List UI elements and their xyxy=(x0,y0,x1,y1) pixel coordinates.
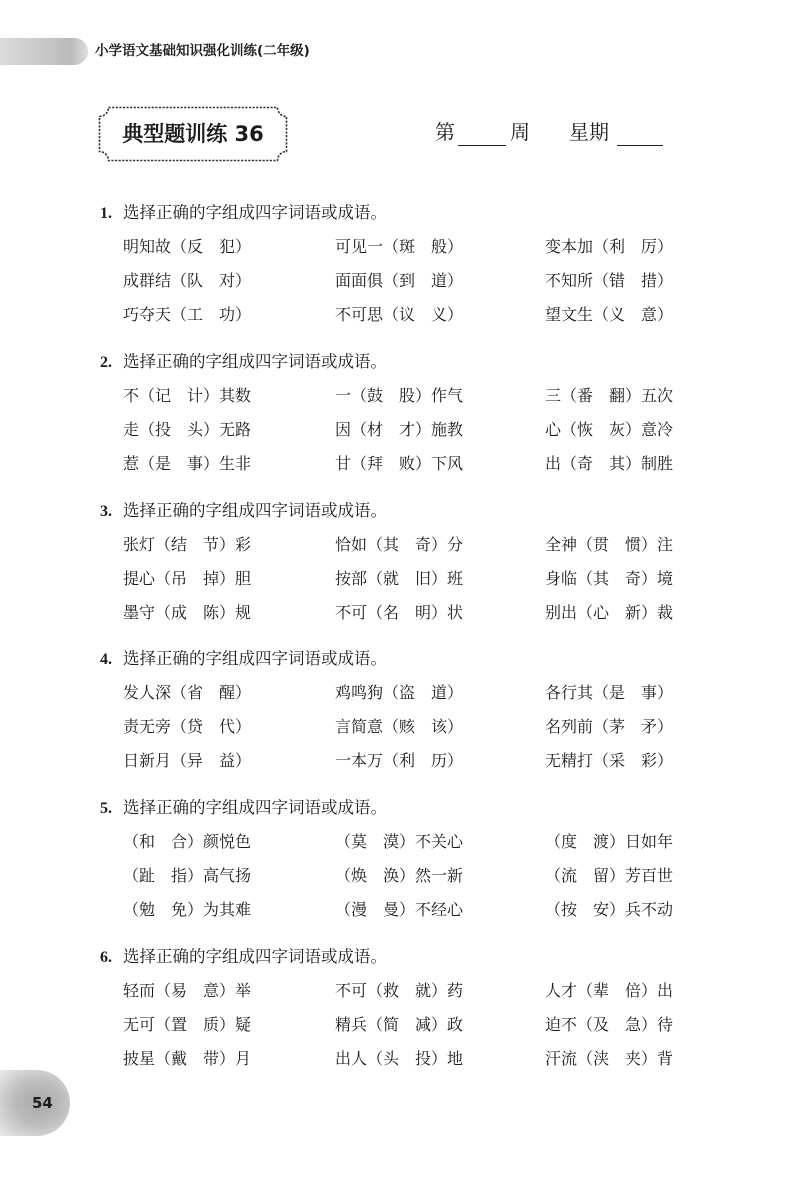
idiom-item: （流 留）芳百世 xyxy=(545,866,674,885)
idiom-item: 变本加（利 厉） xyxy=(545,237,674,256)
idiom-item: 轻而（易 意）举 xyxy=(123,981,252,1000)
idiom-item: （度 渡）日如年 xyxy=(545,832,674,851)
idiom-item: 不可思（议 义） xyxy=(335,305,464,324)
page-number-tab xyxy=(0,1070,70,1136)
idiom-item: 无可（置 质）疑 xyxy=(123,1015,252,1034)
idiom-item: 惹（是 事）生非 xyxy=(123,454,252,473)
idiom-grid xyxy=(123,230,800,332)
idiom-item: 出（奇 其）制胜 xyxy=(545,454,674,473)
idiom-item: 言简意（赅 该） xyxy=(335,717,464,736)
question-heading xyxy=(0,940,800,974)
idiom-item: 张灯（结 节）彩 xyxy=(123,535,252,554)
question-5 xyxy=(0,791,800,927)
page-number: 54 xyxy=(32,1094,53,1112)
idiom-item: 可见一（斑 般） xyxy=(335,237,464,256)
question-heading xyxy=(0,196,800,230)
idiom-item: 不可（名 明）状 xyxy=(335,603,464,622)
idiom-item: 全神（贯 惯）注 xyxy=(545,535,674,554)
idiom-item: 各行其（是 事） xyxy=(545,683,674,702)
week-prefix-label: 第 xyxy=(435,120,455,144)
question-heading xyxy=(0,642,800,676)
idiom-item: 墨守（成 陈）规 xyxy=(123,603,252,622)
idiom-item: 一本万（利 历） xyxy=(335,751,464,770)
weekday-label: 星期 xyxy=(569,120,609,144)
idiom-item: 三（番 翻）五次 xyxy=(545,386,674,405)
idiom-grid xyxy=(123,676,800,778)
idiom-item: 恰如（其 奇）分 xyxy=(335,535,464,554)
question-prompt: 选择正确的字组成四字词语或成语。 xyxy=(123,798,387,817)
idiom-item: 别出（心 新）裁 xyxy=(545,603,674,622)
question-2 xyxy=(0,345,800,481)
idiom-item: 按部（就 旧）班 xyxy=(335,569,464,588)
idiom-item: 日新月（异 益） xyxy=(123,751,252,770)
idiom-item: （勉 免）为其难 xyxy=(123,900,252,919)
idiom-item: 望文生（义 意） xyxy=(545,305,674,324)
idiom-item: 走（投 头）无路 xyxy=(123,420,252,439)
lesson-title-box xyxy=(98,106,288,162)
question-heading xyxy=(0,791,800,825)
idiom-item: （趾 指）高气扬 xyxy=(123,866,252,885)
idiom-grid xyxy=(123,974,800,1076)
idiom-item: 出人（头 投）地 xyxy=(335,1049,464,1068)
idiom-item: 汗流（浃 夹）背 xyxy=(545,1049,674,1068)
idiom-item: （和 合）颜悦色 xyxy=(123,832,252,851)
idiom-item: （焕 涣）然一新 xyxy=(335,866,464,885)
week-suffix-label: 周 xyxy=(510,120,530,144)
question-number: 1. xyxy=(100,205,112,222)
idiom-item: 责无旁（贷 代） xyxy=(123,717,252,736)
idiom-item: 无精打（采 彩） xyxy=(545,751,674,770)
idiom-item: 披星（戴 带）月 xyxy=(123,1049,252,1068)
idiom-item: 心（恢 灰）意冷 xyxy=(545,420,674,439)
idiom-grid xyxy=(123,528,800,630)
idiom-grid xyxy=(123,825,800,927)
week-blank-line xyxy=(458,145,506,146)
header-decoration-bar xyxy=(0,38,88,65)
question-number: 5. xyxy=(100,800,112,817)
question-prompt: 选择正确的字组成四字词语或成语。 xyxy=(123,501,387,520)
idiom-item: 因（材 才）施教 xyxy=(335,420,464,439)
idiom-item: 不知所（错 措） xyxy=(545,271,674,290)
idiom-item: 身临（其 奇）境 xyxy=(545,569,674,588)
question-3 xyxy=(0,494,800,630)
question-prompt: 选择正确的字组成四字词语或成语。 xyxy=(123,947,387,966)
question-1 xyxy=(0,196,800,332)
question-heading xyxy=(0,494,800,528)
question-heading xyxy=(0,345,800,379)
idiom-item: 名列前（茅 矛） xyxy=(545,717,674,736)
idiom-item: 迫不（及 急）待 xyxy=(545,1015,674,1034)
idiom-grid xyxy=(123,379,800,481)
idiom-item: （漫 曼）不经心 xyxy=(335,900,464,919)
question-6 xyxy=(0,940,800,1076)
idiom-item: （莫 漠）不关心 xyxy=(335,832,464,851)
idiom-item: （按 安）兵不动 xyxy=(545,900,674,919)
question-number: 4. xyxy=(100,651,112,668)
weekday-blank-line xyxy=(617,145,663,146)
question-4 xyxy=(0,642,800,778)
idiom-item: 提心（吊 掉）胆 xyxy=(123,569,252,588)
question-prompt: 选择正确的字组成四字词语或成语。 xyxy=(123,649,387,668)
idiom-item: 发人深（省 醒） xyxy=(123,683,252,702)
question-number: 2. xyxy=(100,354,112,371)
question-prompt: 选择正确的字组成四字词语或成语。 xyxy=(123,352,387,371)
idiom-item: 不（记 计）其数 xyxy=(123,386,252,405)
idiom-item: 人才（辈 倍）出 xyxy=(545,981,674,1000)
idiom-item: 巧夺天（工 功） xyxy=(123,305,252,324)
idiom-item: 不可（救 就）药 xyxy=(335,981,464,1000)
idiom-item: 一（鼓 股）作气 xyxy=(335,386,464,405)
question-number: 3. xyxy=(100,503,112,520)
book-title: 小学语文基础知识强化训练(二年级) xyxy=(95,43,310,59)
idiom-item: 甘（拜 败）下风 xyxy=(335,454,464,473)
idiom-item: 成群结（队 对） xyxy=(123,271,252,290)
idiom-item: 精兵（简 减）政 xyxy=(335,1015,464,1034)
idiom-item: 鸡鸣狗（盗 道） xyxy=(335,683,464,702)
idiom-item: 面面俱（到 道） xyxy=(335,271,464,290)
lesson-title: 典型题训练 36 xyxy=(122,122,264,146)
question-number: 6. xyxy=(100,949,112,966)
question-prompt: 选择正确的字组成四字词语或成语。 xyxy=(123,203,387,222)
idiom-item: 明知故（反 犯） xyxy=(123,237,252,256)
